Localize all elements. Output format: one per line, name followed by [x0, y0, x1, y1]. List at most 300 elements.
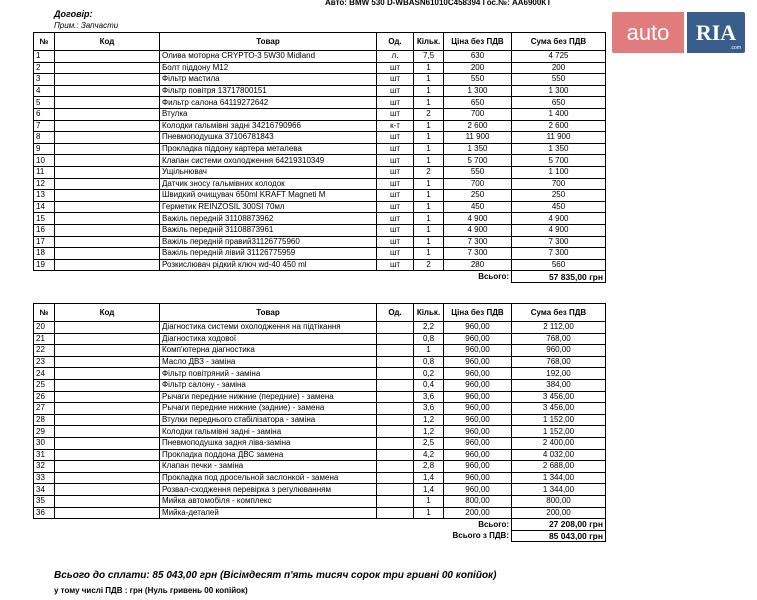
table-cell: шт: [377, 190, 414, 202]
table-cell: Пневмоподушка задня ліва-заміна: [160, 437, 377, 449]
column-header: Кільк.: [414, 304, 444, 322]
table-cell: 34: [34, 484, 55, 496]
table-cell: 1,2: [414, 426, 444, 438]
table-row: [34, 449, 606, 461]
table-row: [34, 345, 606, 357]
table-row: [34, 414, 606, 426]
parts-total-row: [34, 271, 606, 283]
column-header: Ціна без ПДВ: [444, 304, 512, 322]
table-cell: шт: [377, 178, 414, 190]
table-row: [34, 143, 606, 155]
table-cell: [55, 155, 160, 167]
table-cell: [377, 345, 414, 357]
table-cell: 960,00: [444, 345, 512, 357]
table-cell: 32: [34, 461, 55, 473]
table-cell: 1 152,00: [512, 426, 606, 438]
parts-table: [33, 32, 606, 283]
table-row: [34, 74, 606, 86]
table-cell: 960,00: [444, 449, 512, 461]
table-cell: 36: [34, 507, 55, 519]
table-cell: 960,00: [444, 414, 512, 426]
table-cell: 250: [444, 190, 512, 202]
logo-ria-block: [687, 12, 745, 53]
table-cell: 4 900: [512, 213, 606, 225]
services-total-label: Всього:: [478, 519, 509, 529]
table-cell: 200: [444, 62, 512, 74]
table-row: [34, 166, 606, 178]
table-cell: [55, 391, 160, 403]
table-cell: Прокладка піддону картера металева: [160, 143, 377, 155]
table-cell: 5 700: [444, 155, 512, 167]
table-cell: 9: [34, 143, 55, 155]
table-cell: [55, 190, 160, 202]
table-cell: 33: [34, 472, 55, 484]
table-cell: [55, 178, 160, 190]
table-cell: 800,00: [512, 495, 606, 507]
table-cell: [377, 484, 414, 496]
table-cell: [55, 120, 160, 132]
table-cell: [377, 403, 414, 415]
table-cell: шт: [377, 74, 414, 86]
table-cell: 1: [414, 236, 444, 248]
table-cell: [55, 224, 160, 236]
contract-label: Договір:: [54, 9, 93, 19]
table-cell: Рычаги передние нижние (передние) - замена: [160, 391, 377, 403]
table-row: [34, 190, 606, 202]
column-header: Кільк.: [414, 33, 444, 51]
table-cell: 3 456,00: [512, 403, 606, 415]
grand-total-label: Всього з ПДВ:: [452, 530, 509, 540]
table-cell: 4,2: [414, 449, 444, 461]
vat-line: у тому числі ПДВ : грн (Нуль гривень 00 копійок): [54, 586, 248, 595]
column-header: №: [34, 304, 55, 322]
table-cell: 1: [34, 51, 55, 63]
table-cell: 960,00: [444, 322, 512, 334]
column-header: Товар: [160, 304, 377, 322]
table-cell: 960,00: [444, 356, 512, 368]
table-cell: 2 400,00: [512, 437, 606, 449]
table-row: [34, 356, 606, 368]
table-cell: 1 400: [512, 108, 606, 120]
table-cell: 29: [34, 426, 55, 438]
table-cell: 2 688,00: [512, 461, 606, 473]
table-cell: 1: [414, 248, 444, 260]
table-cell: 1 100: [512, 166, 606, 178]
table-cell: шт: [377, 97, 414, 109]
table-cell: 16: [34, 224, 55, 236]
table-cell: [55, 62, 160, 74]
table-cell: [377, 472, 414, 484]
table-cell: 560: [512, 259, 606, 271]
table-cell: 1: [414, 85, 444, 97]
table-cell: 630: [444, 51, 512, 63]
table-cell: Ущільнювач: [160, 166, 377, 178]
table-row: [34, 368, 606, 380]
column-header: Товар: [160, 33, 377, 51]
total-to-pay: Всього до сплати: 85 043,00 грн (Вісімдесят п'ять тисяч сорок три гривні 00 копійок): [54, 570, 497, 581]
table-cell: 550: [444, 74, 512, 86]
table-cell: 1 152,00: [512, 414, 606, 426]
table-cell: 5: [34, 97, 55, 109]
table-cell: шт: [377, 248, 414, 260]
table-cell: 960,00: [444, 403, 512, 415]
table-cell: 1: [414, 190, 444, 202]
table-cell: [55, 449, 160, 461]
table-cell: [377, 426, 414, 438]
table-cell: Розвал-сходження перевірка з регулюванням: [160, 484, 377, 496]
table-cell: Швидкий очищувач 650ml KRAFT Magneti M: [160, 190, 377, 202]
table-row: [34, 248, 606, 260]
table-cell: Фільтр салону - заміна: [160, 379, 377, 391]
table-row: [34, 236, 606, 248]
table-cell: 768,00: [512, 333, 606, 345]
table-cell: 35: [34, 495, 55, 507]
table-cell: 960,00: [444, 391, 512, 403]
table-cell: [55, 414, 160, 426]
table-cell: 1: [414, 74, 444, 86]
table-cell: 2: [414, 108, 444, 120]
table-cell: шт: [377, 224, 414, 236]
table-cell: Прокладка поддона ДВС замена: [160, 449, 377, 461]
table-cell: [55, 322, 160, 334]
table-cell: Важіль передній 31108873961: [160, 224, 377, 236]
table-row: [34, 391, 606, 403]
table-cell: 1 350: [444, 143, 512, 155]
table-cell: Діагностика ходової: [160, 333, 377, 345]
table-cell: [55, 437, 160, 449]
table-cell: [55, 368, 160, 380]
table-row: [34, 201, 606, 213]
logo-ria-sub: .com: [730, 45, 741, 51]
table-cell: 2,8: [414, 461, 444, 473]
table-cell: 27: [34, 403, 55, 415]
table-cell: шт: [377, 213, 414, 225]
table-cell: 200,00: [444, 507, 512, 519]
table-cell: [55, 403, 160, 415]
grand-total-row: [34, 530, 606, 542]
table-cell: [55, 132, 160, 144]
column-header: Код: [55, 33, 160, 51]
table-cell: 4 900: [444, 224, 512, 236]
table-cell: 3,6: [414, 403, 444, 415]
table-cell: [55, 259, 160, 271]
table-cell: Комп'ютерна діагностика: [160, 345, 377, 357]
table-cell: 4 900: [512, 224, 606, 236]
table-cell: 25: [34, 379, 55, 391]
table-cell: Колодки гальмівні задні 34216790966: [160, 120, 377, 132]
table-cell: 960,00: [444, 437, 512, 449]
table-cell: 2 112,00: [512, 322, 606, 334]
table-cell: [55, 108, 160, 120]
table-cell: 0,8: [414, 333, 444, 345]
table-cell: [55, 248, 160, 260]
column-header: №: [34, 33, 55, 51]
table-cell: 1: [414, 62, 444, 74]
table-cell: 1: [414, 345, 444, 357]
table-cell: Клапан печки - заміна: [160, 461, 377, 473]
table-cell: 650: [444, 97, 512, 109]
table-cell: [377, 461, 414, 473]
table-cell: 4: [34, 85, 55, 97]
table-row: [34, 132, 606, 144]
table-cell: шт: [377, 155, 414, 167]
table-cell: 18: [34, 248, 55, 260]
table-cell: 2: [414, 166, 444, 178]
table-cell: [377, 495, 414, 507]
table-cell: [377, 356, 414, 368]
table-cell: 1: [414, 495, 444, 507]
table-cell: шт: [377, 85, 414, 97]
table-cell: 4 900: [444, 213, 512, 225]
table-cell: 28: [34, 414, 55, 426]
table-cell: Фільтр мастила: [160, 74, 377, 86]
table-row: [34, 322, 606, 334]
table-row: [34, 507, 606, 519]
table-cell: 4 032,00: [512, 449, 606, 461]
table-cell: [55, 356, 160, 368]
table-cell: Герметик REINZOSIL 300SI 70мл: [160, 201, 377, 213]
table-cell: к-т: [377, 120, 414, 132]
table-cell: 200: [512, 62, 606, 74]
table-cell: 280: [444, 259, 512, 271]
table-cell: 10: [34, 155, 55, 167]
table-cell: 700: [444, 178, 512, 190]
table-cell: [55, 51, 160, 63]
table-cell: 1: [414, 507, 444, 519]
table-row: [34, 495, 606, 507]
table-cell: Мийка автомобіля - комплекс: [160, 495, 377, 507]
table-cell: 7 300: [512, 248, 606, 260]
table-cell: 550: [512, 74, 606, 86]
table-cell: 650: [512, 97, 606, 109]
table-cell: шт: [377, 132, 414, 144]
table-cell: [55, 484, 160, 496]
table-cell: [377, 379, 414, 391]
table-cell: 6: [34, 108, 55, 120]
table-cell: [377, 437, 414, 449]
table-cell: 1 350: [512, 143, 606, 155]
table-cell: 960,00: [444, 368, 512, 380]
table-cell: Важіль передній лівий 31126775959: [160, 248, 377, 260]
table-cell: 1: [414, 201, 444, 213]
column-header: Код: [55, 304, 160, 322]
table-cell: [377, 368, 414, 380]
table-cell: 11 900: [512, 132, 606, 144]
table-cell: 2 600: [444, 120, 512, 132]
table-cell: Прокладка под дросельной заслонкой - замена: [160, 472, 377, 484]
table-cell: 960,00: [444, 461, 512, 473]
table-cell: 26: [34, 391, 55, 403]
table-cell: Діагностика системи охолодження на підтікання: [160, 322, 377, 334]
logo-auto-text: auto: [612, 12, 684, 53]
table-cell: 384,00: [512, 379, 606, 391]
table-cell: 3: [34, 74, 55, 86]
table-cell: [377, 391, 414, 403]
table-cell: 2: [34, 62, 55, 74]
table-cell: 7 300: [444, 248, 512, 260]
column-header: Сума без ПДВ: [512, 304, 606, 322]
table-cell: 1: [414, 97, 444, 109]
table-cell: 550: [444, 166, 512, 178]
table-cell: [55, 97, 160, 109]
table-cell: шт: [377, 143, 414, 155]
table-cell: Фільтр повітряний - заміна: [160, 368, 377, 380]
table-cell: [55, 213, 160, 225]
table-cell: Рычаги передние нижние (задние) - замена: [160, 403, 377, 415]
table-cell: 1: [414, 132, 444, 144]
table-cell: 19: [34, 259, 55, 271]
table-cell: [55, 85, 160, 97]
table-cell: шт: [377, 236, 414, 248]
table-cell: 0,2: [414, 368, 444, 380]
table-cell: Пневмоподушка 37106781843: [160, 132, 377, 144]
grand-total-value: 85 043,00 грн: [512, 530, 606, 542]
services-total-row: [34, 519, 606, 531]
services-table: [33, 303, 606, 542]
table-cell: шт: [377, 201, 414, 213]
table-row: [34, 178, 606, 190]
table-row: [34, 379, 606, 391]
note-text: Прим.: Запчасти: [54, 21, 119, 30]
table-cell: [55, 507, 160, 519]
table-cell: 5 700: [512, 155, 606, 167]
table-cell: Фильтр салона 64119272642: [160, 97, 377, 109]
table-row: [34, 120, 606, 132]
table-cell: 31: [34, 449, 55, 461]
table-cell: 7 300: [444, 236, 512, 248]
table-cell: [55, 143, 160, 155]
table-cell: 2 600: [512, 120, 606, 132]
table-cell: 11: [34, 166, 55, 178]
table-cell: 192,00: [512, 368, 606, 380]
table-cell: [55, 472, 160, 484]
parts-total-label: Всього:: [478, 271, 509, 281]
column-header: Од.: [377, 33, 414, 51]
table-cell: 450: [512, 201, 606, 213]
table-cell: [55, 74, 160, 86]
table-cell: Втулка: [160, 108, 377, 120]
table-cell: 700: [444, 108, 512, 120]
table-cell: 23: [34, 356, 55, 368]
table-row: [34, 461, 606, 473]
logo-ria-text: RIA: [695, 20, 737, 45]
table-cell: [55, 201, 160, 213]
table-row: [34, 437, 606, 449]
table-cell: 8: [34, 132, 55, 144]
table-cell: шт: [377, 62, 414, 74]
table-cell: 12: [34, 178, 55, 190]
table-cell: 1 300: [444, 85, 512, 97]
table-cell: 14: [34, 201, 55, 213]
auto-ria-logo: [612, 12, 745, 53]
table-cell: Масло ДВЗ - заміна: [160, 356, 377, 368]
table-row: [34, 426, 606, 438]
table-cell: 1,4: [414, 472, 444, 484]
column-header: Сума без ПДВ: [512, 33, 606, 51]
table-cell: [55, 236, 160, 248]
table-cell: шт: [377, 166, 414, 178]
table-row: [34, 259, 606, 271]
table-cell: шт: [377, 259, 414, 271]
table-cell: 13: [34, 190, 55, 202]
table-cell: 7 300: [512, 236, 606, 248]
table-cell: Важіль передній 31108873962: [160, 213, 377, 225]
table-cell: 960,00: [444, 484, 512, 496]
table-cell: 7,5: [414, 51, 444, 63]
table-cell: 0,8: [414, 356, 444, 368]
column-header: Ціна без ПДВ: [444, 33, 512, 51]
table-cell: 3,6: [414, 391, 444, 403]
table-cell: 2,2: [414, 322, 444, 334]
table-cell: 1: [414, 120, 444, 132]
table-cell: 0,4: [414, 379, 444, 391]
table-cell: 1: [414, 224, 444, 236]
table-cell: 1: [414, 155, 444, 167]
table-cell: [55, 333, 160, 345]
table-cell: 1 344,00: [512, 484, 606, 496]
table-row: [34, 472, 606, 484]
table-cell: 960,00: [444, 472, 512, 484]
parts-total-value: 57 835,00 грн: [512, 271, 606, 283]
table-cell: 30: [34, 437, 55, 449]
table-row: [34, 85, 606, 97]
table-cell: 20: [34, 322, 55, 334]
table-row: [34, 155, 606, 167]
table-cell: 960,00: [444, 379, 512, 391]
table-cell: 2: [414, 259, 444, 271]
table-cell: [377, 507, 414, 519]
table-cell: 1 344,00: [512, 472, 606, 484]
table-cell: [377, 333, 414, 345]
services-total-value: 27 208,00 грн: [512, 519, 606, 531]
table-cell: [55, 461, 160, 473]
column-header: Од.: [377, 304, 414, 322]
table-row: [34, 51, 606, 63]
table-cell: Втулки переднього стабілізатора - заміна: [160, 414, 377, 426]
table-row: [34, 333, 606, 345]
table-cell: Датчик зносу гальмівних колодок: [160, 178, 377, 190]
table-cell: 1,4: [414, 484, 444, 496]
table-row: [34, 97, 606, 109]
table-cell: Болт піддону М12: [160, 62, 377, 74]
table-cell: 1 300: [512, 85, 606, 97]
table-cell: [55, 379, 160, 391]
table-cell: 3 456,00: [512, 391, 606, 403]
table-cell: [55, 426, 160, 438]
table-cell: 1: [414, 143, 444, 155]
table-cell: Важіль передній правий31126775960: [160, 236, 377, 248]
table-cell: 7: [34, 120, 55, 132]
table-cell: 21: [34, 333, 55, 345]
table-cell: 768,00: [512, 356, 606, 368]
table-cell: Мийка-деталей: [160, 507, 377, 519]
table-cell: [377, 449, 414, 461]
table-row: [34, 224, 606, 236]
table-cell: Колодки гальмівні задні - заміна: [160, 426, 377, 438]
table-cell: [55, 345, 160, 357]
table-cell: 960,00: [444, 426, 512, 438]
table-cell: 4 725: [512, 51, 606, 63]
table-cell: 1: [414, 213, 444, 225]
table-cell: [377, 322, 414, 334]
table-cell: 800,00: [444, 495, 512, 507]
table-cell: 15: [34, 213, 55, 225]
table-cell: 700: [512, 178, 606, 190]
table-cell: шт: [377, 108, 414, 120]
table-cell: 2,5: [414, 437, 444, 449]
table-cell: Оливa моторна CRYPTO-3 5W30 Midland: [160, 51, 377, 63]
table-row: [34, 213, 606, 225]
